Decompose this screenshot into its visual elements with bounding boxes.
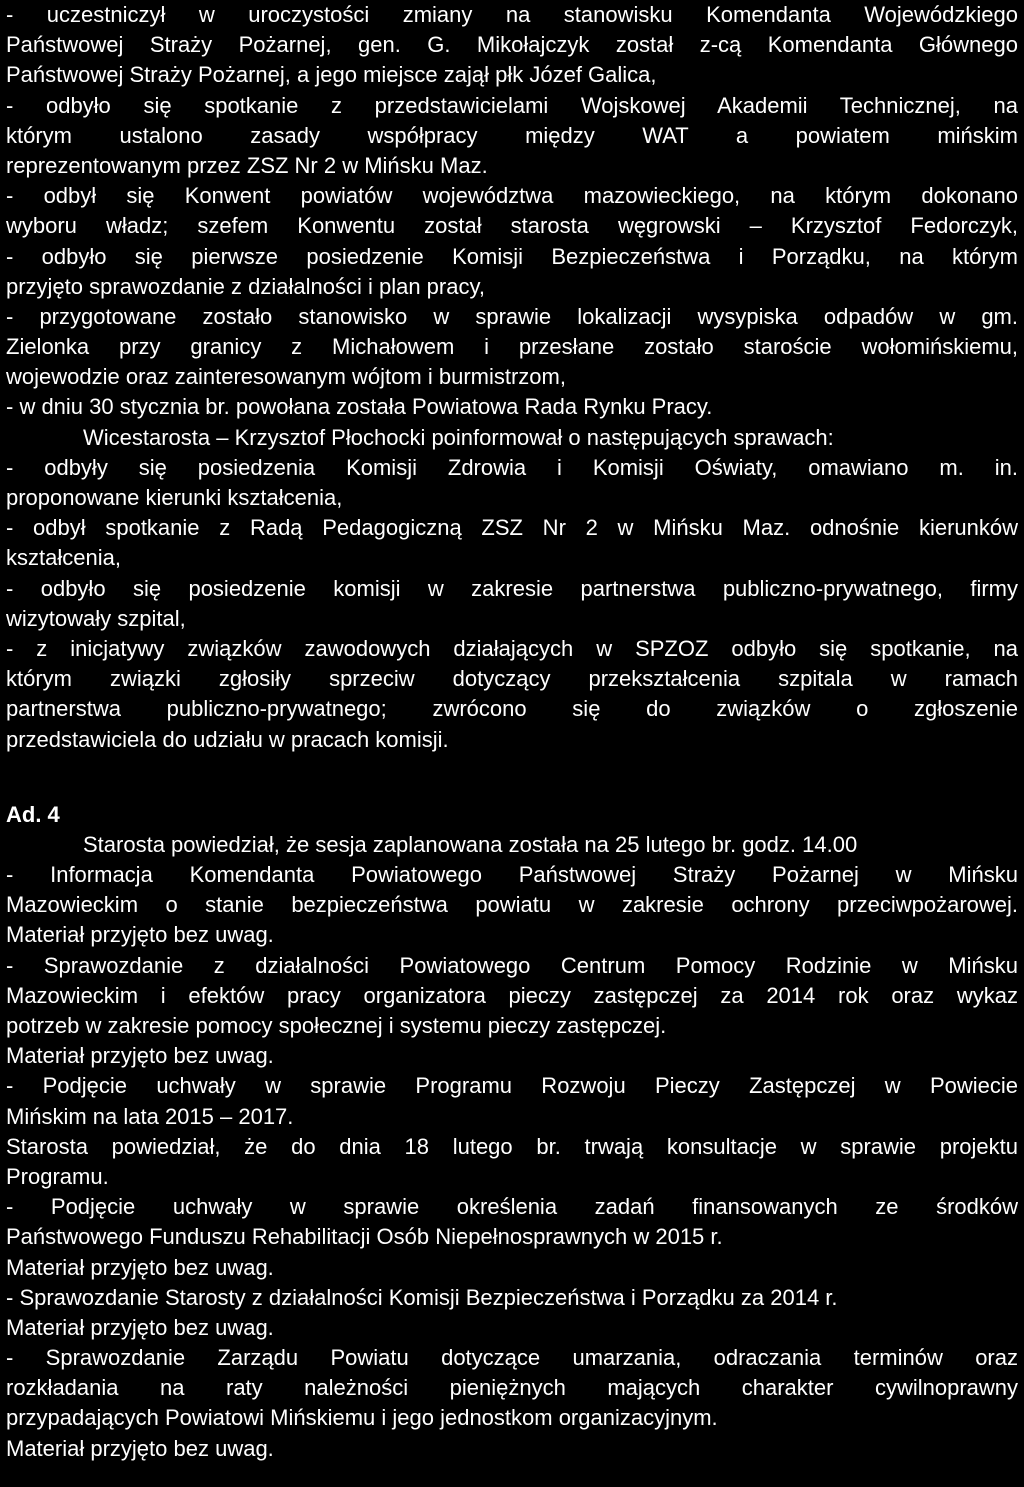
paragraph-block-wicestarosta-report <box>6 423 1018 755</box>
text-line: rozkładania na raty należności pieniężnych mających charakter cywilnoprawny <box>6 1375 1018 1401</box>
text-line: Starosta powiedział, że do dnia 18 lutego br. trwają konsultacje w sprawie projektu <box>6 1133 1018 1159</box>
text-line: - przygotowane zostało stanowisko w sprawie lokalizacji wysypiska odpadów w gm. <box>6 303 1018 329</box>
text-line: - Podjęcie uchwały w sprawie określenia zadań finansowanych ze środków <box>6 1194 1018 1220</box>
text-line: Zielonka przy granicy z Michałowem i przesłane zostało staroście wołomińskiemu, <box>6 334 1018 360</box>
text-line: Materiał przyjęto bez uwag. <box>6 922 274 948</box>
text-line: Materiał przyjęto bez uwag. <box>6 1314 274 1340</box>
text-line: Mazowieckim o stanie bezpieczeństwa powiatu w zakresie ochrony przeciwpożarowej. <box>6 892 1018 918</box>
text-line: - Sprawozdanie Starosty z działalności Komisji Bezpieczeństwa i Porządku za 2014 r. <box>6 1284 838 1310</box>
text-line: Państwowej Straży Pożarnej, a jego miejsce zajął płk Józef Galica, <box>6 62 657 88</box>
text-line: przypadających Powiatowi Mińskiemu i jego jednostkom organizacyjnym. <box>6 1405 718 1431</box>
text-line: - Informacja Komendanta Powiatowego Państwowej Straży Pożarnej w Mińsku <box>6 862 1018 888</box>
text-line: przyjęto sprawozdanie z działalności i plan pracy, <box>6 273 485 299</box>
text-line: Państwowego Funduszu Rehabilitacji Osób Niepełnosprawnych w 2015 r. <box>6 1224 723 1250</box>
text-line: którym związki zgłosiły sprzeciw dotyczący przekształcenia szpitala w ramach <box>6 666 1018 692</box>
text-line: Materiał przyjęto bez uwag. <box>6 1254 274 1280</box>
text-line: partnerstwa publiczno-prywatnego; zwrócono się do związków o zgłoszenie <box>6 696 1018 722</box>
text-line: wyboru władz; szefem Konwentu został starosta węgrowski – Krzysztof Fedorczyk, <box>6 213 1018 239</box>
text-line: - odbyło się posiedzenie komisji w zakresie partnerstwa publiczno-prywatnego, firmy <box>6 575 1018 601</box>
text-line: - Sprawozdanie Zarządu Powiatu dotyczące umarzania, odraczania terminów oraz <box>6 1345 1018 1371</box>
text-line: - z inicjatywy związków zawodowych działających w SPZOZ odbyło się spotkanie, na <box>6 635 1018 661</box>
text-line-indented: Starosta powiedział, że sesja zaplanowana została na 25 lutego br. godz. 14.00 <box>83 831 858 857</box>
text-line: proponowane kierunki kształcenia, <box>6 485 343 510</box>
text-line: - Sprawozdanie z działalności Powiatowego Centrum Pomocy Rodzinie w Mińsku <box>6 952 1018 978</box>
text-line: - odbyło się pierwsze posiedzenie Komisji Bezpieczeństwa i Porządku, na którym <box>6 243 1018 269</box>
text-line: którym ustalono zasady współpracy między WAT a powiatem mińskim <box>6 122 1018 148</box>
text-line: - odbył się Konwent powiatów województwa mazowieckiego, na którym dokonano <box>6 183 1018 209</box>
text-line: - odbył spotkanie z Radą Pedagogiczną ZSZ Nr 2 w Mińsku Maz. odnośnie kierunków <box>6 515 1018 541</box>
text-line: wizytowały szpital, <box>6 605 186 631</box>
spacer <box>6 755 1018 800</box>
text-line: wojewodzie oraz zainteresowanym wójtom i burmistrzom, <box>6 364 566 390</box>
text-line: kształcenia, <box>6 545 121 571</box>
text-line: Mińskim na lata 2015 – 2017. <box>6 1103 294 1129</box>
text-line: przedstawiciela do udziału w pracach komisji. <box>6 726 449 752</box>
paragraph-block-ad4 <box>6 830 1018 1464</box>
paragraph-block-starosta-report <box>6 0 1018 423</box>
text-line: Programu. <box>6 1163 109 1189</box>
text-line: - odbyło się spotkanie z przedstawicielami Wojskowej Akademii Technicznej, na <box>6 92 1018 118</box>
text-line: Państwowej Straży Pożarnej, gen. G. Mikołajczyk został z-cą Komendanta Głównego <box>6 32 1018 58</box>
text-line: Materiał przyjęto bez uwag. <box>6 1435 274 1461</box>
text-line: Mazowieckim i efektów pracy organizatora pieczy zastępczej za 2014 rok oraz wykaz <box>6 982 1018 1008</box>
text-line-indented: Wicestarosta – Krzysztof Płochocki poinformował o następujących sprawach: <box>83 424 834 450</box>
text-line: reprezentowanym przez ZSZ Nr 2 w Mińsku Maz. <box>6 152 488 178</box>
text-line: - odbyły się posiedzenia Komisji Zdrowia i Komisji Oświaty, omawiano m. in. <box>6 454 1018 480</box>
section-heading: Ad. 4 <box>6 801 60 827</box>
text-line: - uczestniczył w uroczystości zmiany na stanowisku Komendanta Wojewódzkiego <box>6 2 1018 27</box>
text-line: - w dniu 30 stycznia br. powołana została Powiatowa Rada Rynku Pracy. <box>6 394 713 420</box>
text-line: Materiał przyjęto bez uwag. <box>6 1043 274 1069</box>
text-line: - Podjęcie uchwały w sprawie Programu Rozwoju Pieczy Zastępczej w Powiecie <box>6 1073 1018 1099</box>
text-line: potrzeb w zakresie pomocy społecznej i systemu pieczy zastępczej. <box>6 1013 667 1038</box>
